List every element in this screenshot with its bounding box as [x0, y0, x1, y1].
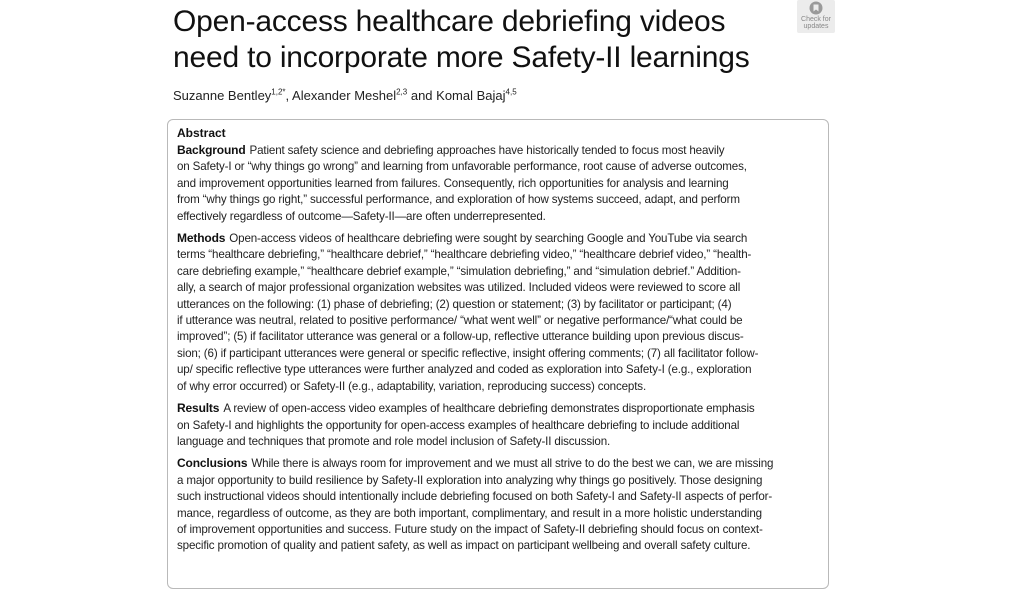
check-for-updates-badge[interactable] — [797, 0, 835, 33]
section-label: Conclusions — [177, 456, 248, 471]
author-affiliation: 1,2* — [271, 87, 286, 97]
author-name[interactable]: Alexander Meshel — [292, 88, 397, 103]
title-line: Open-access healthcare debriefing videos — [173, 5, 726, 38]
section-line — [177, 455, 822, 472]
section-line — [177, 142, 822, 159]
abstract-content — [177, 125, 822, 560]
section-line: ally, a search of major professional organization websites was utilized. Included videos were reviewed to score all — [177, 281, 741, 295]
badge-text — [797, 16, 835, 30]
section-line: a major opportunity to build resilience by Safety-II exploration into analyzing why things go positively. Those designing — [177, 473, 763, 487]
abstract-section-conclusions — [177, 455, 822, 554]
section-line: up/ specific reflective type utterances were further analyzed and coded as exploration into Safety-I (e.g., exploration — [177, 363, 752, 377]
badge-text-line: Check for — [801, 16, 831, 23]
section-text: While there is always room for improvement and we must all strive to do the best we can, we are missing — [251, 457, 774, 471]
section-line: language and techniques that promote and role model inclusion of Safety-II discussion. — [177, 434, 611, 448]
author-separator: , — [285, 88, 293, 103]
paper-title — [173, 4, 793, 76]
section-text: Patient safety science and debriefing approaches have historically tended to focus most heavily — [249, 144, 725, 157]
section-line: if utterance was neutral, related to positive performance/ “what went well” or negative performance/“what could be — [177, 314, 743, 328]
section-line: such instructional videos should intentionally include debriefing focused on both Safety-I and Safety-II aspects of perfor- — [177, 490, 773, 504]
title-line: need to incorporate more Safety-II learnings — [173, 41, 750, 74]
abstract-box — [167, 119, 829, 589]
section-line — [177, 400, 822, 417]
section-line: on Safety-I or “why things go wrong” and learning from unfavorable performance, root cause of adverse outcomes, — [177, 160, 747, 174]
author-affiliation: 2,3 — [396, 87, 408, 97]
author-list — [173, 87, 517, 104]
section-line: from “why things go right,” successful performance, and exploration of how systems succeed, adapt, and perform — [177, 193, 740, 207]
section-label: Results — [177, 401, 220, 416]
author-separator: and — [407, 88, 437, 103]
section-line: sion; (6) if participant utterances were general or specific reflective, insight offering comments; (7) all facilitator follow- — [177, 346, 759, 360]
section-line: specific promotion of quality and patient safety, as well as impact on participant wellbeing and overall safety culture. — [177, 539, 751, 553]
check-for-updates-icon — [808, 1, 824, 15]
section-line: of why error occurred) or Safety-II (e.g., adaptability, variation, reproducing success) concepts. — [177, 379, 647, 393]
abstract-section-methods — [177, 230, 822, 395]
section-line — [177, 230, 822, 247]
section-line: utterances on the following: (1) phase of debriefing; (2) question or statement; (3) by facilitator or participant; (4) — [177, 297, 732, 311]
author-affiliation: 4,5 — [505, 87, 517, 97]
abstract-section-background — [177, 142, 822, 225]
section-text: A review of open-access video examples of healthcare debriefing demonstrates disproportionate emphasis — [223, 402, 755, 416]
section-line: effectively regardless of outcome—Safety-II—are often underrepresented. — [177, 209, 546, 223]
section-label: Methods — [177, 231, 226, 246]
section-text: Open-access videos of healthcare debriefing were sought by searching Google and YouTube via search — [229, 232, 748, 246]
section-line: care debriefing example,” “healthcare debrief example,” “simulation debriefing,” and “simulation debrief.” Addition- — [177, 264, 741, 278]
section-line: on Safety-I and highlights the opportunity for open-access examples of healthcare debriefing to include additional — [177, 418, 740, 432]
section-line: mance, regardless of outcome, as they are both important, complimentary, and result in a more holistic understanding — [177, 506, 762, 520]
author-name[interactable]: Komal Bajaj — [436, 88, 506, 103]
section-line: terms “healthcare debriefing,” “healthcare debrief,” “healthcare debriefing video,” “healthcare debrief video,” “health- — [177, 248, 752, 262]
section-line: of improvement opportunities and success. Future study on the impact of Safety-II debriefing should focus on context- — [177, 522, 763, 536]
section-line: improved”; (5) if facilitator utterance was general or a follow-up, reflective utterance building upon previous discus- — [177, 330, 744, 344]
section-label: Background — [177, 143, 246, 157]
author-name[interactable]: Suzanne Bentley — [173, 88, 272, 103]
abstract-section-results — [177, 400, 822, 450]
section-line: and improvement opportunities learned from failures. Consequently, rich opportunities for analysis and learning — [177, 176, 729, 190]
abstract-heading: Abstract — [177, 126, 226, 140]
badge-text-line: updates — [803, 23, 829, 30]
